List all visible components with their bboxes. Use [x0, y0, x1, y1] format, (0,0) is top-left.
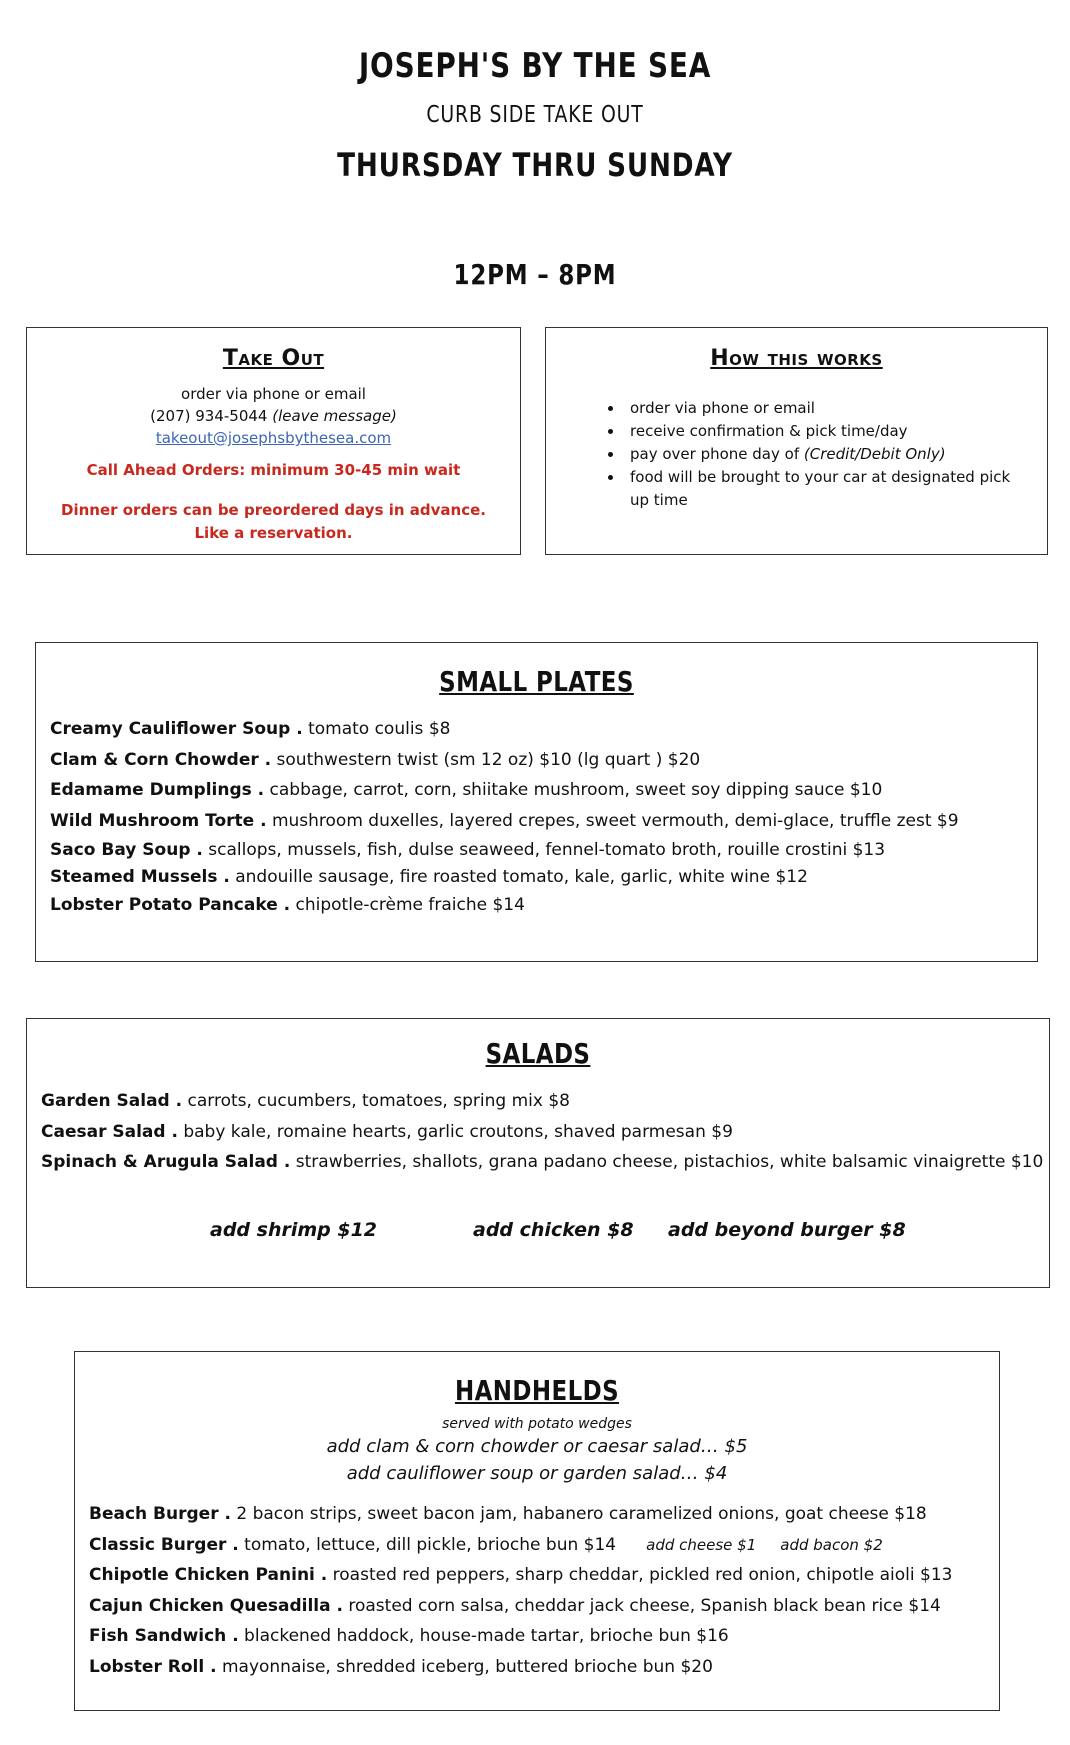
salads-section — [26, 1018, 1050, 1288]
menu-item: Chipotle Chicken Panini . roasted red peppers, sharp cheddar, pickled red onion, chipotle aioli $13 — [89, 1565, 953, 1585]
addon-beyond-burger: add beyond burger $8 — [668, 1219, 906, 1241]
how-it-works-list — [546, 397, 1047, 512]
service-subtitle: CURB SIDE TAKE OUT — [426, 102, 644, 128]
days-open: THURSDAY THRU SUNDAY — [337, 146, 733, 184]
takeout-email-link[interactable]: takeout@josephsbythesea.com — [155, 429, 392, 447]
hours-open: 12PM – 8PM — [453, 258, 617, 291]
menu-item: Clam & Corn Chowder . southwestern twist (sm 12 oz) $10 (lg quart ) $20 — [50, 749, 701, 770]
menu-item: Cajun Chicken Quesadilla . roasted corn salsa, cheddar jack cheese, Spanish black bean rice $14 — [89, 1595, 941, 1616]
takeout-phone-note: (leave message) — [272, 407, 397, 425]
menu-item: Beach Burger . 2 bacon strips, sweet bacon jam, habanero caramelized onions, goat cheese $18 — [89, 1504, 927, 1524]
how-step: • receive confirmation & pick time/day — [624, 420, 1027, 443]
menu-item: Creamy Cauliflower Soup . tomato coulis $8 — [50, 719, 451, 739]
takeout-order-line: order via phone or email — [181, 385, 366, 403]
addon-bacon: add bacon $2 — [780, 1535, 883, 1554]
how-it-works-box — [545, 327, 1048, 555]
addon-cheese: add cheese $1 — [646, 1535, 757, 1554]
menu-item: Lobster Potato Pancake . chipotle-crème fraiche $14 — [50, 895, 525, 915]
how-step: • order via phone or email — [624, 397, 1027, 420]
menu-item: Steamed Mussels . andouille sausage, fire roasted tomato, kale, garlic, white wine $12 — [50, 867, 808, 887]
menu-item: Lobster Roll . mayonnaise, shredded iceberg, buttered brioche bun $20 — [89, 1656, 713, 1677]
how-step: • food will be brought to your car at designated pick up time — [624, 466, 1027, 512]
small-plates-title: SMALL PLATES — [439, 665, 634, 698]
side-addon-2: add cauliflower soup or garden salad… $4 — [346, 1463, 728, 1484]
side-addon-1: add clam & corn chowder or caesar salad… $5 — [326, 1436, 748, 1457]
menu-item: Classic Burger . tomato, lettuce, dill pickle, brioche bun $14 add cheese $1 add bacon $2 — [89, 1534, 883, 1555]
takeout-box — [26, 327, 521, 555]
small-plates-section — [35, 642, 1038, 962]
addon-shrimp: add shrimp $12 — [210, 1219, 378, 1241]
preorder-note: Dinner orders can be preordered days in advance. — [61, 501, 486, 519]
menu-item: Wild Mushroom Torte . mushroom duxelles, layered crepes, sweet vermouth, demi-glace, truffle zest $9 — [50, 810, 959, 831]
served-with-note: served with potato wedges — [442, 1416, 632, 1432]
handhelds-title: HANDHELDS — [454, 1374, 620, 1407]
takeout-phone[interactable]: (207) 934-5044 — [150, 407, 268, 425]
takeout-email-line — [27, 427, 520, 449]
menu-item: Edamame Dumplings . cabbage, carrot, corn, shiitake mushroom, sweet soy dipping sauce $10 — [50, 780, 883, 800]
menu-item: Garden Salad . carrots, cucumbers, tomatoes, spring mix $8 — [41, 1091, 570, 1111]
menu-item: Saco Bay Soup . scallops, mussels, fish, dulse seaweed, fennel-tomato broth, rouille crostini $13 — [50, 840, 886, 860]
handhelds-section — [74, 1351, 1000, 1711]
menu-item: Fish Sandwich . blackened haddock, house-made tartar, brioche bun $16 — [89, 1626, 729, 1646]
addon-chicken: add chicken $8 — [473, 1219, 634, 1241]
how-step: • pay over phone day of (Credit/Debit Only) — [624, 443, 1027, 466]
takeout-title: Take Out — [222, 346, 325, 371]
menu-item: Spinach & Arugula Salad . strawberries, shallots, grana padano cheese, pistachios, white balsamic vinaigrette $10 — [41, 1152, 1044, 1172]
menu-item: Caesar Salad . baby kale, romaine hearts, garlic croutons, shaved parmesan $9 — [41, 1121, 733, 1142]
restaurant-title: JOSEPH'S BY THE SEA — [358, 46, 712, 86]
takeout-phone-line — [27, 405, 520, 427]
how-it-works-title: How this works — [710, 346, 883, 371]
salads-title: SALADS — [485, 1037, 591, 1070]
call-ahead-note: Call Ahead Orders: minimum 30-45 min wait — [86, 461, 461, 479]
reservation-note: Like a reservation. — [194, 524, 353, 542]
